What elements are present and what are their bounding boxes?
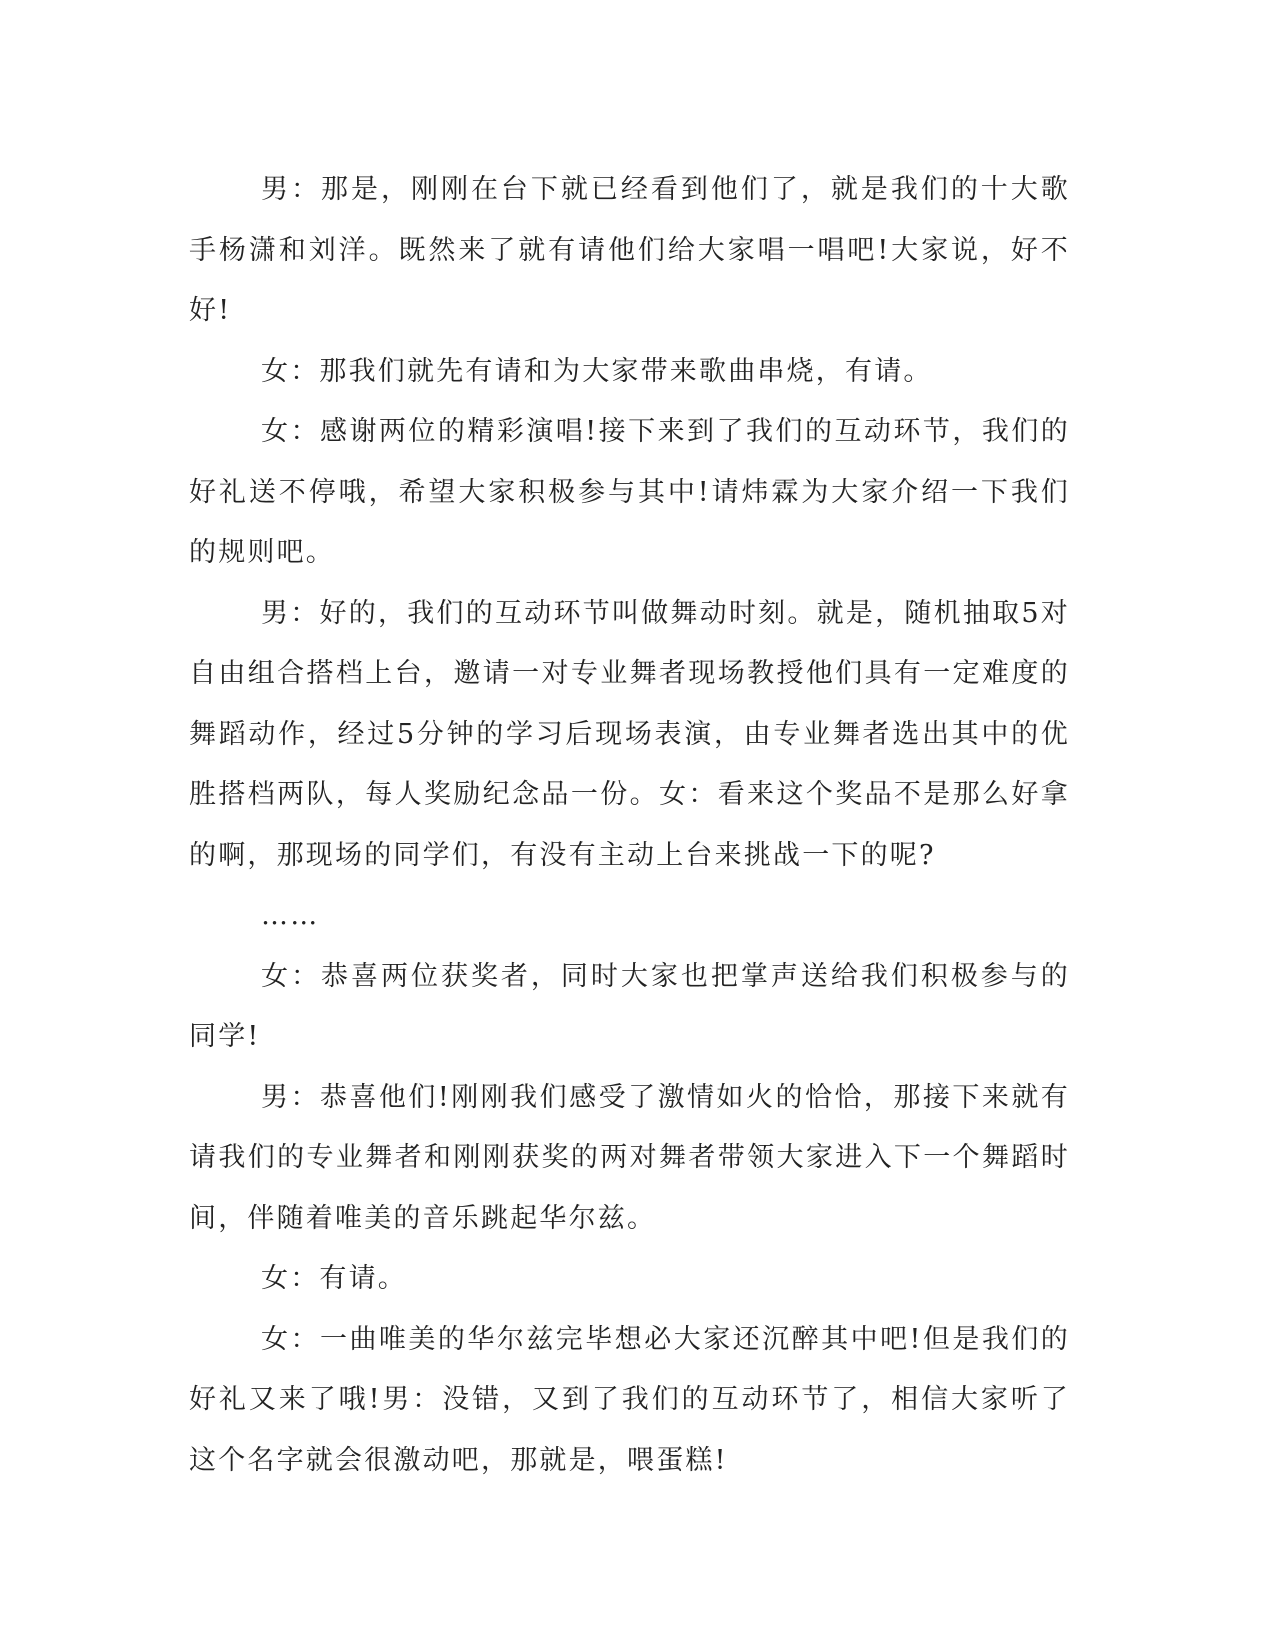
paragraph: 女：恭喜两位获奖者，同时大家也把掌声送给我们积极参与的同学!: [189, 960, 1070, 1052]
paragraph: 女：那我们就先有请和为大家带来歌曲串烧，有请。: [261, 355, 933, 387]
paragraph: 女：有请。: [261, 1263, 407, 1294]
paragraph: 女：感谢两位的精彩演唱!接下来到了我们的互动环节，我们的好礼送不停哦，希望大家积极参与其中!请炜霖为大家介绍一下我们的规则吧。: [189, 416, 1070, 568]
document-body: [189, 160, 1070, 1491]
paragraph: 男：好的，我们的互动环节叫做舞动时刻。就是，随机抽取5对自由组合搭档上台，邀请一对专业舞者现场教授他们具有一定难度的舞蹈动作，经过5分钟的学习后现场表演，由专业舞者选出其中的优胜搭档两队，每人奖励纪念品一份。女：看来这个奖品不是那么好拿的啊，那现场的同学们，有没有主动上台来挑战一下的呢?: [189, 597, 1070, 871]
paragraph: 男：那是，刚刚在台下就已经看到他们了，就是我们的十大歌手杨潇和刘洋。既然来了就有请他们给大家唱一唱吧!大家说，好不好!: [189, 174, 1070, 326]
paragraph: 女：一曲唯美的华尔兹完毕想必大家还沉醉其中吧!但是我们的好礼又来了哦!男：没错，又到了我们的互动环节了，相信大家听了这个名字就会很激动吧，那就是，喂蛋糕!: [189, 1323, 1070, 1476]
ellipsis-paragraph: ……: [261, 900, 320, 931]
paragraph: 男：恭喜他们!刚刚我们感受了激情如火的恰恰，那接下来就有请我们的专业舞者和刚刚获奖的两对舞者带领大家进入下一个舞蹈时间，伴随着唯美的音乐跳起华尔兹。: [189, 1081, 1070, 1234]
